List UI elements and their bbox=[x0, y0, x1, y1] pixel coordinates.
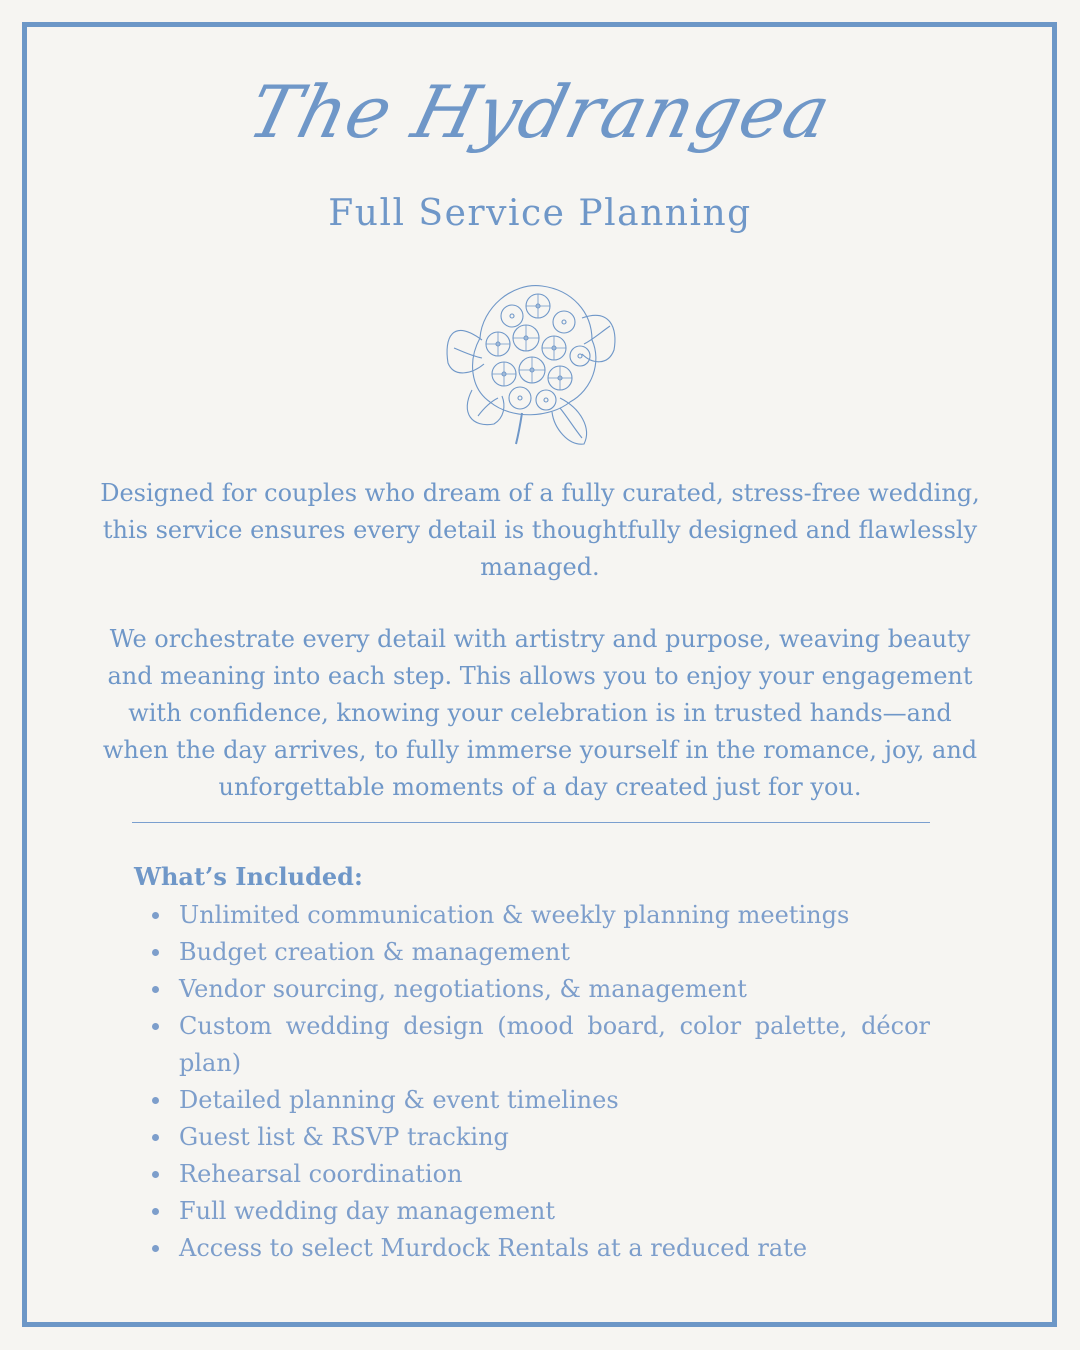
list-item bbox=[134, 1230, 930, 1267]
page-subtitle: Full Service Planning bbox=[328, 193, 752, 234]
list-item bbox=[134, 971, 930, 1008]
included-list bbox=[134, 897, 930, 1267]
list-item-text: Guest list & RSVP tracking bbox=[179, 1123, 509, 1151]
intro-paragraph: Designed for couples who dream of a fully curated, stress-free wedding, this service ensures every detail is thoughtfully designed and flawlessly managed. bbox=[100, 479, 980, 581]
list-item-text: Unlimited communication & weekly planning meetings bbox=[179, 901, 850, 929]
section-divider bbox=[132, 822, 930, 823]
bullet-icon bbox=[152, 912, 159, 919]
list-item-text: Custom wedding design (mood board, color palette, décor plan) bbox=[179, 1012, 930, 1077]
bullet-icon bbox=[152, 1208, 159, 1215]
bullet-icon bbox=[152, 949, 159, 956]
bullet-icon bbox=[152, 1171, 159, 1178]
detail-paragraph: We orchestrate every detail with artistry and purpose, weaving beauty and meaning into each step. This allows you to enjoy your engagement with confidence, knowing your celebration is in trusted hands—and when the day arrives, to fully immerse yourself in the romance, joy, and unforgettable moments of a day created just for you. bbox=[102, 625, 978, 801]
list-item bbox=[134, 1193, 930, 1230]
bullet-icon bbox=[152, 1023, 159, 1030]
bullet-icon bbox=[152, 1245, 159, 1252]
list-item-text: Full wedding day management bbox=[179, 1197, 556, 1225]
bullet-icon bbox=[152, 1097, 159, 1104]
list-item bbox=[134, 934, 930, 971]
list-item bbox=[134, 1008, 930, 1082]
list-item-text: Rehearsal coordination bbox=[179, 1160, 463, 1188]
hydrangea-flower-icon bbox=[442, 278, 620, 448]
list-item-text: Detailed planning & event timelines bbox=[179, 1086, 619, 1114]
list-item bbox=[134, 897, 930, 934]
list-item bbox=[134, 1119, 930, 1156]
bullet-icon bbox=[152, 986, 159, 993]
list-item bbox=[134, 1082, 930, 1119]
included-heading: What’s Included: bbox=[134, 862, 363, 891]
page-title: The Hydrangea bbox=[240, 70, 840, 154]
bullet-icon bbox=[152, 1134, 159, 1141]
list-item-text: Budget creation & management bbox=[179, 938, 571, 966]
list-item bbox=[134, 1156, 930, 1193]
list-item-text: Access to select Murdock Rentals at a reduced rate bbox=[179, 1234, 808, 1262]
list-item-text: Vendor sourcing, negotiations, & management bbox=[179, 975, 747, 1003]
